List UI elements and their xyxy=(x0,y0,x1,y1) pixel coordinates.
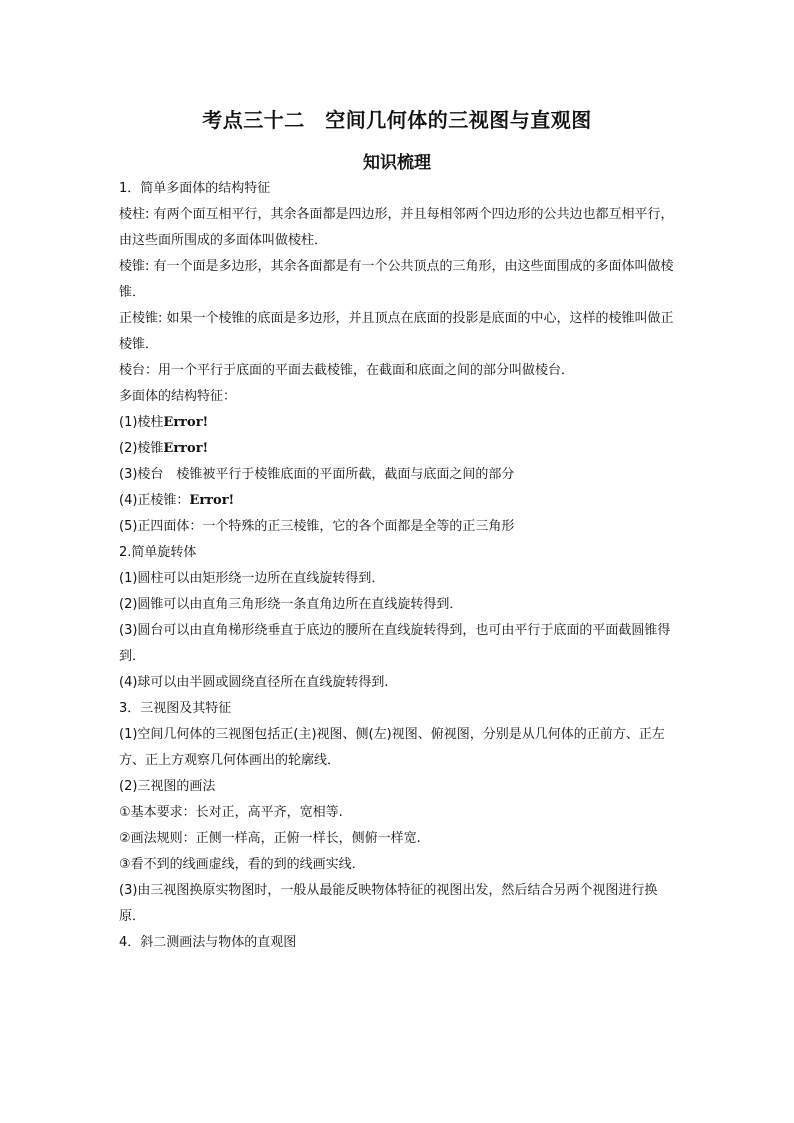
section-4-heading: 4．斜二测画法与物体的直观图 xyxy=(119,935,297,950)
section-1-heading: 1．简单多面体的结构特征 xyxy=(119,181,271,196)
feature-item-4-label: (4)正棱锥： xyxy=(119,493,190,508)
document-body xyxy=(119,176,679,956)
error-field: Error! xyxy=(189,493,235,508)
section-2-heading: 2.简单旋转体 xyxy=(119,545,197,560)
definition-prism: 棱柱: 有两个面互相平行，其余各面都是四边形，并且每相邻两个四边形的公共边也都互相平行，由这些面所围成的多面体叫做棱柱． xyxy=(119,207,674,248)
three-view-rule-3: ③看不到的线画虚线，看的到的线画实线． xyxy=(119,857,365,872)
three-view-rule-2: ②画法规则：正侧一样高，正俯一样长，侧俯一样宽. xyxy=(119,831,421,846)
error-field: Error! xyxy=(163,415,209,430)
feature-item-4 xyxy=(119,488,679,514)
definition-regular-pyramid: 正棱锥: 如果一个棱锥的底面是多边形，并且顶点在底面的投影是底面的中心，这样的棱锥叫做正棱锥． xyxy=(119,311,674,352)
section-3-heading: 3．三视图及其特征 xyxy=(119,701,232,716)
feature-item-2 xyxy=(119,436,679,462)
rotation-item-1: (1)圆柱可以由矩形绕一边所在直线旋转得到． xyxy=(119,571,385,586)
three-view-rule-1: ①基本要求：长对正，高平齐，宽相等. xyxy=(119,805,343,820)
definition-frustum: 棱台：用一个平行于底面的平面去截棱锥，在截面和底面之间的部分叫做棱台． xyxy=(119,363,575,378)
rotation-item-2: (2)圆锥可以由直角三角形绕一条直角边所在直线旋转得到． xyxy=(119,597,463,612)
feature-item-3: (3)棱台 棱锥被平行于棱锥底面的平面所截，截面与底面之间的部分 xyxy=(119,467,515,482)
rotation-item-3: (3)圆台可以由直角梯形绕垂直于底边的腰所在直线旋转得到，也可由平行于底面的平面截圆锥得到． xyxy=(119,623,671,664)
definition-pyramid: 棱锥: 有一个面是多边形，其余各面都是有一个公共顶点的三角形，由这些面围成的多面体叫做棱锥． xyxy=(119,259,674,300)
three-view-item-1: (1)空间几何体的三视图包括正(主)视图、侧(左)视图、俯视图，分别是从几何体的正前方、正左方、正上方观察几何体画出的轮廓线． xyxy=(119,727,665,768)
features-heading: 多面体的结构特征： xyxy=(119,389,237,404)
rotation-item-4: (4)球可以由半圆或圆绕直径所在直线旋转得到. xyxy=(119,675,389,690)
three-view-item-3: (3)由三视图换原实物图时，一般从最能反映物体特征的视图出发，然后结合另两个视图进行换原． xyxy=(119,883,658,924)
feature-item-5: (5)正四面体：一个特殊的正三棱锥，它的各个面都是全等的正三角形 xyxy=(119,519,515,534)
error-field: Error! xyxy=(163,441,209,456)
feature-item-2-label: (2)棱锥 xyxy=(119,441,164,456)
three-view-item-2: (2)三视图的画法 xyxy=(119,779,216,794)
feature-item-1 xyxy=(119,410,679,436)
section-subtitle: 知识梳理 xyxy=(363,153,431,173)
feature-item-1-label: (1)棱柱 xyxy=(119,415,164,430)
page-title: 考点三十二 空间几何体的三视图与直观图 xyxy=(202,108,592,132)
